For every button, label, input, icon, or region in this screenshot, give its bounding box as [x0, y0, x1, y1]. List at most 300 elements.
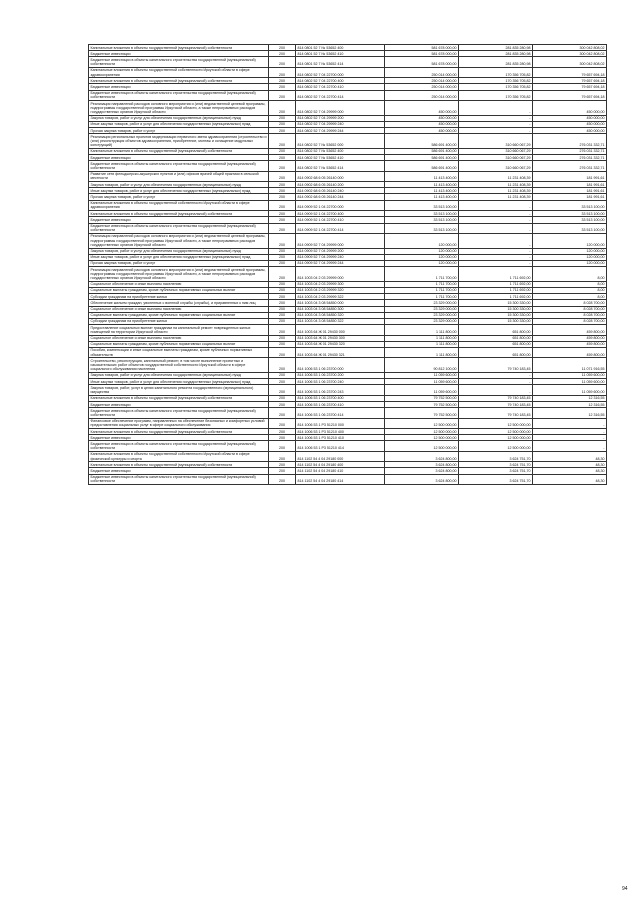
row-kbk-cell: 814 1102 54 4 04 29180 410	[296, 468, 385, 474]
row-code-cell: 200	[269, 468, 296, 474]
row-plan-cell: 1 111 800,00	[385, 325, 459, 335]
row-exec-cell: 12 500 000,00	[459, 441, 533, 451]
row-name-cell: Бюджетные инвестиции в объекты капитального строительства государственной (муниципальной) собственности	[89, 441, 269, 451]
row-name-cell: Бюджетные инвестиции в объекты капитального строительства государственной (муниципальной) собственности	[89, 90, 269, 100]
row-rest-cell: 48,30	[533, 462, 607, 468]
row-name-cell: Иные закупки товаров, работ и услуг для обеспечения государственных (муниципальных) нужд	[89, 188, 269, 194]
table-row	[89, 90, 607, 100]
row-code-cell: 200	[269, 287, 296, 293]
row-name-cell: Социальные выплаты гражданам, кроме публичных нормативных социальных выплат	[89, 341, 269, 347]
row-plan-cell: 250 014 000,00	[385, 67, 459, 77]
row-rest-cell: 12 316,55	[533, 408, 607, 418]
row-code-cell: 200	[269, 148, 296, 154]
row-rest-cell: 120 000,00	[533, 254, 607, 260]
row-name-cell: Бюджетные инвестиции	[89, 217, 269, 223]
row-rest-cell: 33 513 100,00	[533, 200, 607, 210]
row-name-cell: Капитальные вложения в объекты государственной собственности Иркутской области в сфере здравоохранения	[89, 200, 269, 210]
row-kbk-cell: 814 1006 53 1 P3 51210 414	[296, 441, 385, 451]
table-row	[89, 267, 607, 282]
row-code-cell: 200	[269, 306, 296, 312]
row-code-cell: 200	[269, 45, 296, 51]
row-name-cell: Бюджетные инвестиции	[89, 84, 269, 90]
budget-execution-table	[88, 44, 607, 485]
row-kbk-cell: 814 0802 52 7 04 29999 244	[296, 128, 385, 134]
row-exec-cell: 79 740 183,45	[459, 402, 533, 408]
row-exec-cell: 79 740 183,45	[459, 358, 533, 373]
row-kbk-cell: 814 0909 52 7 04 29999 200	[296, 248, 385, 254]
row-rest-cell: 120 000,00	[533, 248, 607, 254]
row-plan-cell: 11 413 400,00	[385, 194, 459, 200]
table-row	[89, 325, 607, 335]
row-plan-cell: 23 329 000,00	[385, 306, 459, 312]
row-rest-cell: 8,00	[533, 267, 607, 282]
row-plan-cell: 23 329 000,00	[385, 318, 459, 324]
table-row	[89, 385, 607, 395]
row-kbk-cell: 814 0909 52 7 04 29999 240	[296, 254, 385, 260]
row-exec-cell: -	[459, 121, 533, 127]
row-kbk-cell: 814 0909 52 1 04 22700 410	[296, 217, 385, 223]
row-kbk-cell: 814 1006 53 1 P3 51210 000	[296, 418, 385, 428]
row-code-cell: 200	[269, 372, 296, 378]
row-name-cell: Субсидии гражданам на приобретение жилья	[89, 318, 269, 324]
row-exec-cell: -	[459, 385, 533, 395]
row-code-cell: 200	[269, 248, 296, 254]
row-rest-cell: 181 991,61	[533, 194, 607, 200]
row-name-cell: Капитальные вложения в объекты государственной (муниципальной) собственности	[89, 148, 269, 154]
row-rest-cell: -	[533, 435, 607, 441]
row-rest-cell: 12 316,55	[533, 395, 607, 401]
row-name-cell: Капитальные вложения в объекты государственной (муниципальной) собственности	[89, 78, 269, 84]
row-code-cell: 200	[269, 408, 296, 418]
row-rest-cell: 450 000,00	[533, 121, 607, 127]
row-rest-cell: 8 028 700,00	[533, 312, 607, 318]
row-rest-cell: 300 042 808,02	[533, 45, 607, 51]
row-kbk-cell: 814 1006 53 1 06 23700 414	[296, 408, 385, 418]
row-code-cell: 200	[269, 267, 296, 282]
row-code-cell: 200	[269, 194, 296, 200]
row-rest-cell: 79 657 694,18	[533, 84, 607, 90]
row-exec-cell: -	[459, 254, 533, 260]
row-code-cell: 200	[269, 211, 296, 217]
row-plan-cell: 581 678 000,00	[385, 45, 459, 51]
row-code-cell: 200	[269, 300, 296, 306]
row-name-cell: Закупка товаров, работ и услуг для обеспечения государственных (муниципальных) нужд	[89, 372, 269, 378]
row-rest-cell: 450 000,00	[533, 128, 607, 134]
row-kbk-cell: 814 1003 64 Ж 01 29430 320	[296, 341, 385, 347]
row-plan-cell: 12 500 000,00	[385, 441, 459, 451]
row-name-cell: Закупка товаров, работ и услуг для обеспечения государственных (муниципальных) нужд	[89, 248, 269, 254]
row-code-cell: 200	[269, 260, 296, 266]
table-row	[89, 408, 607, 418]
row-name-cell: Бюджетные инвестиции в объекты капитального строительства государственной (муниципальной) собственности	[89, 223, 269, 233]
row-kbk-cell: 814 0802 52 7 № 53652 400	[296, 148, 385, 154]
row-plan-cell: 33 513 100,00	[385, 217, 459, 223]
row-code-cell: 200	[269, 379, 296, 385]
row-name-cell: Строительство, реконструкция, капитальный ремонт, в том числе выполнение проектных и изыскательских работ объектов государственной собственности Иркутской области в сфере социального обслуживания населения	[89, 358, 269, 373]
row-plan-cell: 12 500 000,00	[385, 429, 459, 435]
row-name-cell: Субсидии гражданам на приобретение жилья	[89, 294, 269, 300]
row-kbk-cell: 814 1003 04 3 08 54850 000	[296, 300, 385, 306]
row-kbk-cell: 814 1006 53 1 06 23700 243	[296, 385, 385, 395]
row-code-cell: 200	[269, 395, 296, 401]
row-kbk-cell: 814 1003 04 3 08 54850 322	[296, 318, 385, 324]
table-row	[89, 418, 607, 428]
row-name-cell: Бюджетные инвестиции	[89, 402, 269, 408]
row-exec-cell: 11 231 408,39	[459, 182, 533, 188]
row-plan-cell: 581 678 000,00	[385, 57, 459, 67]
row-kbk-cell: 814 0902 68 6 05 26140 244	[296, 194, 385, 200]
row-rest-cell: 459 800,00	[533, 325, 607, 335]
row-plan-cell: 586 691 400,00	[385, 148, 459, 154]
row-name-cell: Капитальные вложения в объекты государственной собственности Иркутской области в сфере физической культуры и спорта	[89, 451, 269, 461]
row-exec-cell: 310 660 067,29	[459, 155, 533, 161]
row-name-cell: Бюджетные инвестиции	[89, 468, 269, 474]
row-rest-cell: 48,30	[533, 468, 607, 474]
row-plan-cell: 250 014 000,00	[385, 84, 459, 90]
row-kbk-cell: 814 0909 52 7 04 29999 244	[296, 260, 385, 266]
row-plan-cell: 1 111 800,00	[385, 335, 459, 341]
row-kbk-cell: 814 0902 68 6 05 26140 240	[296, 188, 385, 194]
row-code-cell: 200	[269, 161, 296, 171]
row-plan-cell: 11 413 400,00	[385, 171, 459, 181]
row-exec-cell: 11 231 408,39	[459, 188, 533, 194]
row-plan-cell: 120 000,00	[385, 248, 459, 254]
row-name-cell: Социальное обеспечение и иные выплаты населению	[89, 306, 269, 312]
row-rest-cell: 79 657 694,18	[533, 67, 607, 77]
row-plan-cell: 11 059 600,00	[385, 372, 459, 378]
row-kbk-cell: 814 0801 52 7 № 53652 414	[296, 57, 385, 67]
row-exec-cell: 310 660 067,29	[459, 134, 533, 149]
row-code-cell: 200	[269, 325, 296, 335]
row-name-cell: Капитальные вложения в объекты государственной (муниципальной) собственности	[89, 211, 269, 217]
table-row	[89, 101, 607, 116]
row-code-cell: 200	[269, 385, 296, 395]
row-name-cell: Бюджетные инвестиции в объекты капитального строительства государственной (муниципальной) собственности	[89, 161, 269, 171]
row-plan-cell: 450 000,00	[385, 101, 459, 116]
row-exec-cell: 12 500 000,00	[459, 418, 533, 428]
row-plan-cell: 450 000,00	[385, 128, 459, 134]
row-plan-cell: 3 624 800,00	[385, 468, 459, 474]
row-name-cell: Капитальные вложения в объекты государственной (муниципальной) собственности	[89, 45, 269, 51]
row-name-cell: Социальное обеспечение и иные выплаты населению	[89, 281, 269, 287]
row-name-cell: Реализация региональных проектов модернизации первичного звена здравоохранения (строительство и (или) реконструкция объектов здравоохранения, приобретение, монтаж и оснащение модульных конструкций)	[89, 134, 269, 149]
row-rest-cell: 120 000,00	[533, 233, 607, 248]
row-exec-cell: 1 711 692,00	[459, 294, 533, 300]
row-plan-cell: 11 059 600,00	[385, 385, 459, 395]
row-kbk-cell: 814 0909 52 1 04 22700 414	[296, 223, 385, 233]
row-plan-cell: 1 711 700,00	[385, 281, 459, 287]
row-name-cell: Реализация направлений расходов основного мероприятия и (или) ведомственной целевой программы, подпрограммы государственной программы Иркутской области, а также непрограммных расходов государственных органов Иркутской области	[89, 267, 269, 282]
row-kbk-cell: 814 0909 52 1 04 22700 400	[296, 211, 385, 217]
row-exec-cell: 170 356 705,82	[459, 67, 533, 77]
row-kbk-cell: 814 0802 52 7 № 53652 000	[296, 134, 385, 149]
row-plan-cell: 450 000,00	[385, 121, 459, 127]
row-code-cell: 200	[269, 462, 296, 468]
row-exec-cell: 3 624 751,70	[459, 468, 533, 474]
row-kbk-cell: 814 1003 04 2 03 29999 322	[296, 294, 385, 300]
table-row	[89, 441, 607, 451]
row-rest-cell: 181 991,61	[533, 171, 607, 181]
row-kbk-cell: 814 1006 53 1 P3 51210 400	[296, 429, 385, 435]
row-plan-cell: 11 413 400,00	[385, 188, 459, 194]
row-exec-cell: 15 300 330,00	[459, 312, 533, 318]
row-plan-cell: 586 691 400,00	[385, 155, 459, 161]
row-kbk-cell: 814 0902 68 6 05 26140 000	[296, 171, 385, 181]
row-rest-cell: 8 028 700,00	[533, 306, 607, 312]
row-rest-cell: 11 059 600,00	[533, 385, 607, 395]
row-exec-cell: 281 835 280,98	[459, 57, 533, 67]
table-row	[89, 347, 607, 357]
row-exec-cell: 15 300 330,00	[459, 306, 533, 312]
row-exec-cell: -	[459, 101, 533, 116]
row-rest-cell: 276 031 332,71	[533, 148, 607, 154]
row-kbk-cell: 814 0802 52 7 04 29999 000	[296, 101, 385, 116]
row-exec-cell: 15 300 330,00	[459, 318, 533, 324]
row-code-cell: 200	[269, 171, 296, 181]
row-name-cell: Иные закупки товаров, работ и услуг для обеспечения государственных (муниципальных) нужд	[89, 379, 269, 385]
row-code-cell: 200	[269, 451, 296, 461]
row-code-cell: 200	[269, 101, 296, 116]
row-exec-cell: -	[459, 233, 533, 248]
row-code-cell: 200	[269, 341, 296, 347]
row-kbk-cell: 814 0802 52 7 № 53652 414	[296, 161, 385, 171]
row-name-cell: Закупка товаров, работ и услуг для обеспечения государственных (муниципальных) нужд	[89, 115, 269, 121]
row-kbk-cell: 814 0909 52 7 04 29999 000	[296, 233, 385, 248]
row-code-cell: 200	[269, 217, 296, 223]
row-exec-cell: 11 231 408,39	[459, 194, 533, 200]
row-plan-cell: 1 111 800,00	[385, 341, 459, 347]
row-rest-cell: 120 000,00	[533, 260, 607, 266]
row-kbk-cell: 814 1003 04 2 03 29999 000	[296, 267, 385, 282]
row-kbk-cell: 814 0802 52 7 04 22700 410	[296, 84, 385, 90]
row-kbk-cell: 814 1003 64 Ж 01 29430 300	[296, 335, 385, 341]
table-row	[89, 57, 607, 67]
row-plan-cell: 1 711 700,00	[385, 267, 459, 282]
row-kbk-cell: 814 1003 04 3 08 54850 320	[296, 312, 385, 318]
row-code-cell: 200	[269, 121, 296, 127]
row-exec-cell: 170 356 705,82	[459, 90, 533, 100]
row-kbk-cell: 814 1003 04 2 03 29999 320	[296, 287, 385, 293]
row-name-cell: Пособия, компенсации и иные социальные выплаты гражданам, кроме публичных нормативных обязательств	[89, 347, 269, 357]
row-code-cell: 200	[269, 312, 296, 318]
row-name-cell: Закупка товаров, работ, услуг в целях капитального ремонта государственного (муниципального) имущества	[89, 385, 269, 395]
row-plan-cell: 33 513 100,00	[385, 223, 459, 233]
row-name-cell: Капитальные вложения в объекты государственной (муниципальной) собственности	[89, 395, 269, 401]
row-plan-cell: 586 691 400,00	[385, 161, 459, 171]
row-name-cell: Предоставление социальных выплат гражданам на капитальный ремонт поврежденных жилых помещений на территории Иркутской области	[89, 325, 269, 335]
row-kbk-cell: 814 0802 52 7 04 22700 000	[296, 67, 385, 77]
row-rest-cell: 33 513 100,00	[533, 223, 607, 233]
row-code-cell: 200	[269, 188, 296, 194]
row-code-cell: 200	[269, 51, 296, 57]
row-plan-cell: 1 711 700,00	[385, 287, 459, 293]
row-exec-cell: 651 800,00	[459, 325, 533, 335]
row-plan-cell: 586 691 400,00	[385, 134, 459, 149]
row-name-cell: Капитальные вложения в объекты государственной (муниципальной) собственности	[89, 429, 269, 435]
row-exec-cell: 79 740 183,45	[459, 395, 533, 401]
row-exec-cell: 310 660 067,29	[459, 148, 533, 154]
row-rest-cell: 48,30	[533, 474, 607, 484]
row-name-cell: Капитальные вложения в объекты государственной собственности Иркутской области в сфере здравоохранения	[89, 67, 269, 77]
row-rest-cell: 276 031 332,71	[533, 134, 607, 149]
row-name-cell: Закупка товаров, работ и услуг для обеспечения государственных (муниципальных) нужд	[89, 182, 269, 188]
row-exec-cell: 281 835 280,98	[459, 51, 533, 57]
table-row	[89, 358, 607, 373]
table-row	[89, 223, 607, 233]
row-code-cell: 200	[269, 84, 296, 90]
row-exec-cell: -	[459, 217, 533, 223]
row-exec-cell: -	[459, 128, 533, 134]
row-exec-cell: 170 356 705,82	[459, 78, 533, 84]
row-rest-cell: 48,30	[533, 451, 607, 461]
row-name-cell: Прочая закупка товаров, работ и услуг	[89, 194, 269, 200]
row-kbk-cell: 814 1006 53 1 06 23700 240	[296, 379, 385, 385]
row-kbk-cell: 814 1006 53 1 06 23700 000	[296, 358, 385, 373]
row-rest-cell: 300 042 808,02	[533, 57, 607, 67]
row-name-cell: Бюджетные инвестиции в объекты капитального строительства государственной (муниципальной) собственности	[89, 408, 269, 418]
row-exec-cell: -	[459, 379, 533, 385]
row-rest-cell: 181 991,61	[533, 182, 607, 188]
row-exec-cell: -	[459, 248, 533, 254]
row-rest-cell: 276 031 332,71	[533, 155, 607, 161]
row-kbk-cell: 814 0801 52 7 № 53652 400	[296, 45, 385, 51]
row-exec-cell: 1 711 692,00	[459, 287, 533, 293]
row-name-cell: Социальные выплаты гражданам, кроме публичных нормативных социальных выплат	[89, 287, 269, 293]
row-exec-cell: 12 500 000,00	[459, 435, 533, 441]
table-row	[89, 171, 607, 181]
row-code-cell: 200	[269, 281, 296, 287]
row-exec-cell: 3 624 751,70	[459, 451, 533, 461]
row-name-cell: Бюджетные инвестиции в объекты капитального строительства государственной (муниципальной) собственности	[89, 474, 269, 484]
row-rest-cell: 459 800,00	[533, 335, 607, 341]
row-name-cell: Реализация направлений расходов основного мероприятия и (или) ведомственной целевой программы, подпрограммы государственной программы Иркутской области, а также непрограммных расходов государственных органов Иркутской области	[89, 101, 269, 116]
row-name-cell: Прочая закупка товаров, работ и услуг	[89, 128, 269, 134]
row-rest-cell: 276 031 332,71	[533, 161, 607, 171]
row-plan-cell: 33 513 100,00	[385, 200, 459, 210]
row-code-cell: 200	[269, 182, 296, 188]
row-plan-cell: 250 014 000,00	[385, 78, 459, 84]
row-plan-cell: 11 059 600,00	[385, 379, 459, 385]
row-exec-cell: -	[459, 372, 533, 378]
row-plan-cell: 79 752 500,00	[385, 402, 459, 408]
row-rest-cell: 459 800,00	[533, 341, 607, 347]
row-code-cell: 200	[269, 57, 296, 67]
row-kbk-cell: 814 0902 68 6 05 26140 200	[296, 182, 385, 188]
row-rest-cell: 11 071 916,55	[533, 358, 607, 373]
row-exec-cell: 79 740 183,45	[459, 408, 533, 418]
row-rest-cell: 33 513 100,00	[533, 211, 607, 217]
table-row	[89, 67, 607, 77]
row-plan-cell: 450 000,00	[385, 115, 459, 121]
row-exec-cell: 3 624 751,70	[459, 474, 533, 484]
row-name-cell: Развитие сети фельдшерско-акушерских пунктов и (или) офисов врачей общей практики в сельской местности	[89, 171, 269, 181]
row-code-cell: 200	[269, 474, 296, 484]
row-name-cell: Бюджетные инвестиции в объекты капитального строительства государственной (муниципальной) собственности	[89, 57, 269, 67]
row-code-cell: 200	[269, 115, 296, 121]
row-kbk-cell: 814 1006 53 1 06 23700 400	[296, 395, 385, 401]
row-rest-cell: 79 657 694,18	[533, 90, 607, 100]
row-kbk-cell: 814 1006 53 1 06 23700 200	[296, 372, 385, 378]
row-plan-cell: 12 500 000,00	[385, 418, 459, 428]
row-rest-cell: 8,00	[533, 294, 607, 300]
row-rest-cell: 8 028 700,00	[533, 300, 607, 306]
row-code-cell: 200	[269, 233, 296, 248]
row-name-cell: Финансовое обеспечение программ, направленных на обеспечение безопасных и комфортных условий предоставления социальных услуг в сфере социального обслуживания	[89, 418, 269, 428]
row-code-cell: 200	[269, 200, 296, 210]
row-kbk-cell: 814 1003 04 2 03 29999 300	[296, 281, 385, 287]
row-exec-cell: 651 800,00	[459, 335, 533, 341]
row-rest-cell: -	[533, 441, 607, 451]
row-kbk-cell: 814 1102 54 4 04 29180 000	[296, 451, 385, 461]
table-row	[89, 161, 607, 171]
row-plan-cell: 581 678 000,00	[385, 51, 459, 57]
row-plan-cell: 12 500 000,00	[385, 435, 459, 441]
row-exec-cell: 170 356 705,82	[459, 84, 533, 90]
row-rest-cell: 450 000,00	[533, 115, 607, 121]
row-code-cell: 200	[269, 435, 296, 441]
row-kbk-cell: 814 1006 53 1 06 23700 410	[296, 402, 385, 408]
row-rest-cell: 79 657 694,18	[533, 78, 607, 84]
row-code-cell: 200	[269, 254, 296, 260]
row-plan-cell: 23 329 000,00	[385, 312, 459, 318]
row-code-cell: 200	[269, 155, 296, 161]
row-name-cell: Иные закупки товаров, работ и услуг для обеспечения государственных (муниципальных) нужд	[89, 254, 269, 260]
row-plan-cell: 3 624 800,00	[385, 474, 459, 484]
row-rest-cell: 450 000,00	[533, 101, 607, 116]
row-kbk-cell: 814 0909 52 1 04 22700 000	[296, 200, 385, 210]
row-name-cell: Бюджетные инвестиции	[89, 51, 269, 57]
row-exec-cell: -	[459, 223, 533, 233]
row-plan-cell: 79 752 500,00	[385, 408, 459, 418]
row-exec-cell: -	[459, 115, 533, 121]
row-name-cell: Бюджетные инвестиции	[89, 155, 269, 161]
row-rest-cell: 8,00	[533, 281, 607, 287]
row-rest-cell: 459 800,00	[533, 347, 607, 357]
row-rest-cell: -	[533, 429, 607, 435]
row-code-cell: 200	[269, 402, 296, 408]
row-code-cell: 200	[269, 223, 296, 233]
row-plan-cell: 23 329 000,00	[385, 300, 459, 306]
row-kbk-cell: 814 0802 52 7 № 53652 410	[296, 155, 385, 161]
row-name-cell: Иные закупки товаров, работ и услуг для обеспечения государственных (муниципальных) нужд	[89, 121, 269, 127]
row-exec-cell: 651 800,00	[459, 347, 533, 357]
row-plan-cell: 250 014 000,00	[385, 90, 459, 100]
row-rest-cell: 33 513 100,00	[533, 217, 607, 223]
table-body	[89, 45, 607, 485]
row-name-cell: Обеспечение жильем граждан, уволенных с военной службы (службы), и приравненных к ним лиц	[89, 300, 269, 306]
table-row	[89, 134, 607, 149]
row-exec-cell: 15 300 330,00	[459, 300, 533, 306]
row-plan-cell: 11 413 400,00	[385, 182, 459, 188]
row-code-cell: 200	[269, 418, 296, 428]
row-name-cell: Прочая закупка товаров, работ и услуг	[89, 260, 269, 266]
row-plan-cell: 1 711 700,00	[385, 294, 459, 300]
row-exec-cell: 281 835 280,98	[459, 45, 533, 51]
row-rest-cell: 8,00	[533, 287, 607, 293]
row-exec-cell: 11 231 408,39	[459, 171, 533, 181]
row-plan-cell: 79 752 500,00	[385, 395, 459, 401]
row-exec-cell: 12 500 000,00	[459, 429, 533, 435]
table-row	[89, 474, 607, 484]
row-name-cell: Реализация направлений расходов основного мероприятия и (или) ведомственной целевой программы, подпрограммы государственной программы Иркутской области, а также непрограммных расходов государственных органов Иркутской области	[89, 233, 269, 248]
row-plan-cell: 3 624 800,00	[385, 451, 459, 461]
row-exec-cell: 1 711 692,00	[459, 281, 533, 287]
row-exec-cell: 651 800,00	[459, 341, 533, 347]
row-exec-cell: 3 624 751,70	[459, 462, 533, 468]
row-kbk-cell: 814 1102 54 4 04 29180 414	[296, 474, 385, 484]
table-row	[89, 233, 607, 248]
row-exec-cell: -	[459, 211, 533, 217]
